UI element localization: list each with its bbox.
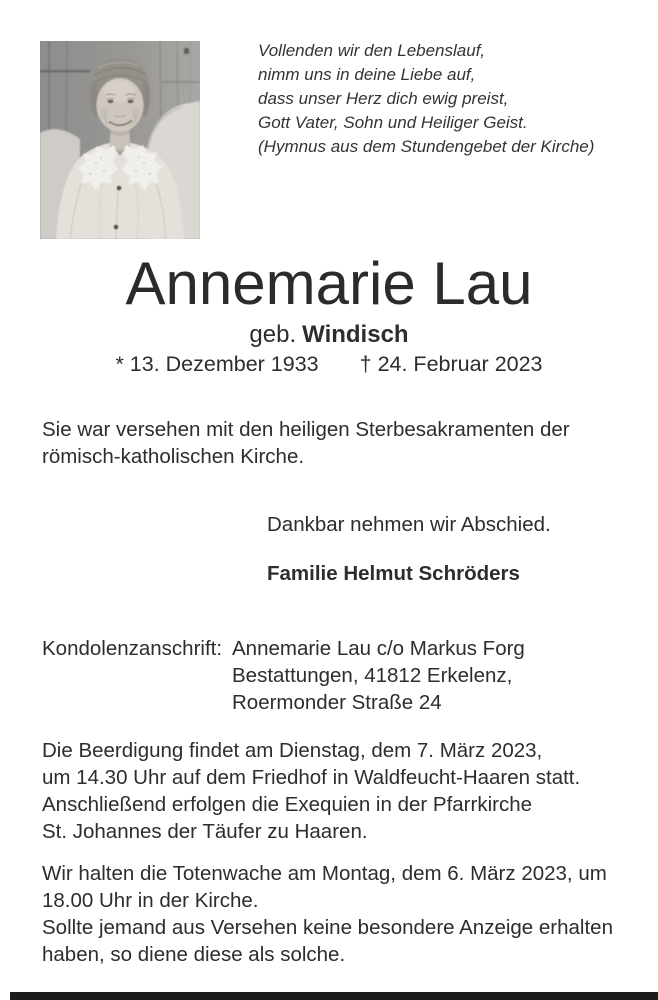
burial-paragraph <box>42 737 580 845</box>
condolence-label: Kondolenzanschrift: <box>42 637 223 660</box>
farewell-line: Dankbar nehmen wir Abschied. <box>267 513 551 536</box>
birth-prefix: geb. <box>249 321 297 348</box>
text-line: Wir halten die Totenwache am Montag, dem 6. März 2023, um <box>42 862 607 885</box>
sacraments-paragraph <box>42 416 570 470</box>
text-line: Anschließend erfolgen die Exequien in der Pfarrkirche <box>42 793 532 816</box>
deceased-name: Annemarie Lau <box>125 250 533 317</box>
text-line: römisch-katholischen Kirche. <box>42 445 305 468</box>
text-line: dass unser Herz dich ewig preist, <box>258 89 509 108</box>
text-line: haben, so diene diese als solche. <box>42 943 346 966</box>
text-line: Gott Vater, Sohn und Heiliger Geist. <box>258 113 528 132</box>
maiden-name: Windisch <box>302 321 409 348</box>
portrait-photo <box>40 41 200 239</box>
text-line: St. Johannes der Täufer zu Haaren. <box>42 820 368 843</box>
text-line: Roermonder Straße 24 <box>232 691 442 714</box>
birth-date: * 13. Dezember 1933 <box>115 352 319 376</box>
death-date: † 24. Februar 2023 <box>359 352 543 376</box>
text-line: Annemarie Lau c/o Markus Forg <box>232 637 525 660</box>
life-dates <box>0 352 658 376</box>
text-line: Die Beerdigung findet am Dienstag, dem 7. März 2023, <box>42 739 543 762</box>
opening-verse <box>258 39 594 159</box>
text-line: um 14.30 Uhr auf dem Friedhof in Waldfeucht-Haaren statt. <box>42 766 581 789</box>
text-line: Sollte jemand aus Versehen keine besondere Anzeige erhalten <box>42 916 613 939</box>
text-line: 18.00 Uhr in der Kirche. <box>42 889 259 912</box>
condolence-section <box>42 635 525 716</box>
condolence-address <box>232 635 525 716</box>
text-line: Bestattungen, 41812 Erkelenz, <box>232 664 513 687</box>
wake-paragraph <box>42 860 613 968</box>
portrait-photo-graphic <box>40 41 200 239</box>
maiden-name-line <box>0 322 658 348</box>
family-signature: Familie Helmut Schröders <box>267 562 520 585</box>
text-line: Vollenden wir den Lebenslauf, <box>258 41 486 60</box>
text-line: Sie war versehen mit den heiligen Sterbesakramenten der <box>42 418 570 441</box>
text-line: (Hymnus aus dem Stundengebet der Kirche) <box>258 137 595 156</box>
bottom-border <box>10 992 658 1000</box>
text-line: nimm uns in deine Liebe auf, <box>258 65 476 84</box>
